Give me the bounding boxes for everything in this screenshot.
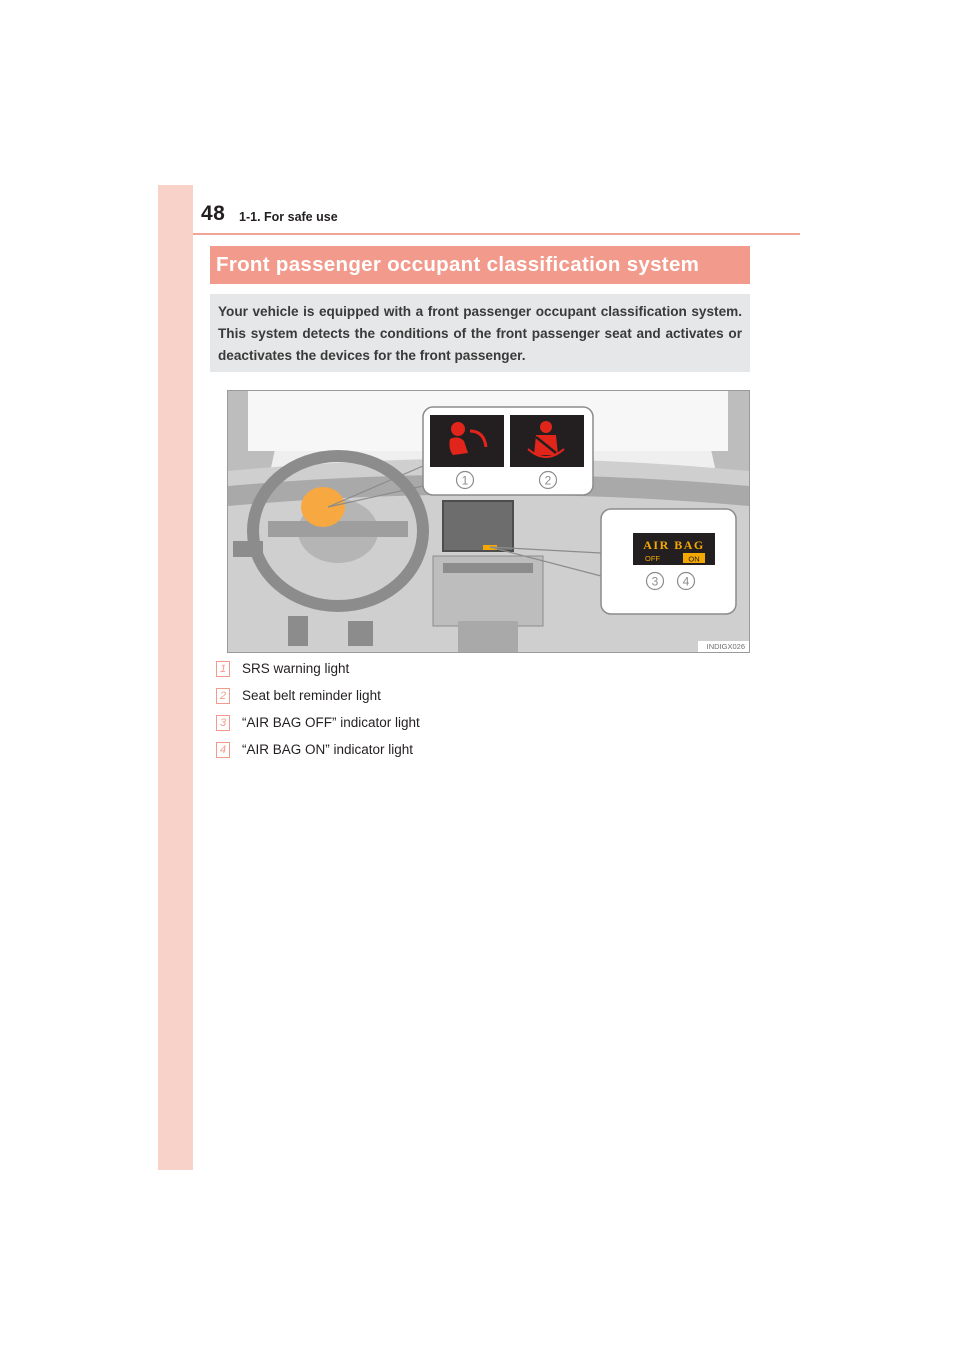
sidebar-tab: [158, 185, 193, 1170]
legend-text: SRS warning light: [242, 661, 350, 676]
header-divider: [193, 233, 800, 235]
indicator-off-text: OFF: [645, 554, 660, 563]
legend-item: [216, 736, 736, 763]
legend-item: [216, 682, 736, 709]
srs-warning-light: [430, 415, 504, 467]
legend-number: 2: [216, 688, 230, 704]
legend-text: Seat belt reminder light: [242, 688, 381, 703]
callout-4: 4: [682, 574, 690, 589]
dashboard-illustration: [227, 390, 750, 653]
image-code: INDIGX026: [706, 642, 745, 651]
legend-text: “AIR BAG OFF” indicator light: [242, 715, 420, 730]
indicator-air-bag-text: AIR BAG: [643, 538, 705, 552]
legend-item: [216, 709, 736, 736]
legend-number: 1: [216, 661, 230, 677]
intro-box: [210, 294, 750, 372]
legend-item: [216, 655, 736, 682]
section-title-bar: [210, 246, 750, 284]
legend-number: 4: [216, 742, 230, 758]
legend-text: “AIR BAG ON” indicator light: [242, 742, 414, 757]
callout-3: 3: [651, 574, 659, 589]
page-number: 48: [201, 202, 226, 225]
callout-2: 2: [544, 473, 552, 488]
indicator-on-text: ON: [688, 554, 700, 564]
section-label: 1-1. For safe use: [239, 210, 338, 224]
intro-text: Your vehicle is equipped with a front passenger occupant classification system. This system detects the conditions of the front passenger seat and activates or deactivates the devices for the front passenger.: [218, 304, 742, 363]
callout-1: 1: [461, 473, 469, 488]
section-title: Front passenger occupant classification system: [216, 253, 700, 276]
legend-number: 3: [216, 715, 230, 731]
legend-list: [216, 655, 736, 763]
